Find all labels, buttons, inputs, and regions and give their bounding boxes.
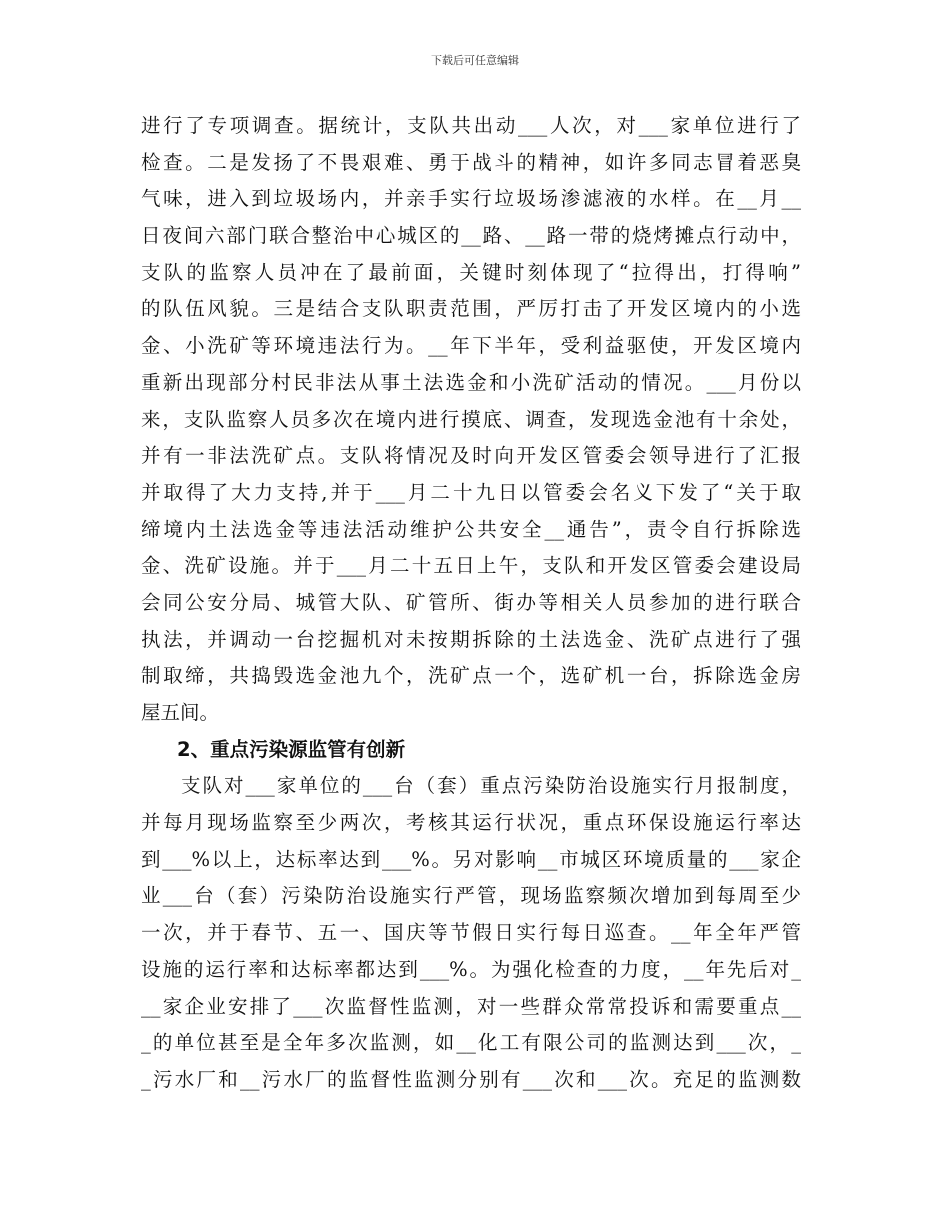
text-line: 并每月现场监察至少两次，考核其运行状况，重点环保设施运行率达: [141, 811, 801, 835]
text-line: 进行了专项调查。据统计，支队共出动___人次，对___家单位进行了: [141, 114, 801, 137]
text-line: 到___%以上，达标率达到___%。另对影响__市城区环境质量的___家企: [141, 847, 801, 871]
text-line: 检查。二是发扬了不畏艰难、勇于战斗的精神，如许多同志冒着恶臭: [141, 150, 801, 174]
text-line: 的队伍风貌。三是结合支队职责范围，严厉打击了开发区境内的小选: [141, 297, 801, 321]
text-line: 日夜间六部门联合整治中心城区的__路、__路一带的烧烤摊点行动中，: [141, 224, 801, 248]
text-line: _的单位甚至是全年多次监测，如__化工有限公司的监测达到___次，_: [141, 1031, 801, 1055]
text-line: 业___台（套）污染防治设施实行严管，现场监察频次增加到每周至少: [141, 884, 801, 908]
section-heading: 2、重点污染源监管有创新: [177, 737, 406, 761]
text-line: 会同公安分局、城管大队、矿管所、街办等相关人员参加的进行联合: [141, 590, 801, 614]
text-line: 金、小洗矿等环境违法行为。__年下半年，受利益驱使，开发区境内: [141, 334, 801, 358]
text-line: 气味，进入到垃圾场内，并亲手实行垃圾场渗滤液的水样。在__月__: [141, 187, 801, 211]
text-line: 来，支队监察人员多次在境内进行摸底、调查，发现选金池有十余处，: [141, 407, 801, 431]
text-line: 缔境内土法选金等违法活动维护公共安全__通告”，责令自行拆除选: [141, 517, 801, 541]
text-line: 制取缔，共捣毁选金池九个，洗矿点一个，选矿机一台，拆除选金房: [141, 664, 801, 688]
text-line: 一次，并于春节、五一、国庆等节假日实行每日巡查。__年全年严管: [141, 921, 801, 945]
text-line: 屋五间。: [141, 701, 220, 724]
text-line: 支队对___家单位的___台（套）重点污染防治设施实行月报制度，: [181, 774, 801, 798]
text-line: 金、洗矿设施。并于___月二十五日上午，支队和开发区管委会建设局: [141, 554, 801, 578]
page-header: 下载后可任意编辑: [431, 54, 519, 67]
text-line: 并取得了大力支持,并于___月二十九日以管委会名义下发了“关于取: [141, 480, 801, 504]
document-body: [141, 108, 801, 1099]
text-line: 执法，并调动一台挖掘机对未按期拆除的土法选金、洗矿点进行了强: [141, 627, 801, 651]
text-line: __家企业安排了___次监督性监测，对一些群众常常投诉和需要重点__: [141, 994, 801, 1018]
text-line: _污水厂和__污水厂的监督性监测分别有___次和___次。充足的监测数: [141, 1067, 801, 1091]
text-line: 并有一非法洗矿点。支队将情况及时向开发区管委会领导进行了汇报: [141, 444, 801, 468]
paragraph-1: [141, 108, 801, 732]
text-line: 设施的运行率和达标率都达到___%。为强化检查的力度，__年先后对_: [141, 957, 801, 981]
text-line: 支队的监察人员冲在了最前面，关键时刻体现了“拉得出，打得响”: [141, 260, 801, 284]
paragraph-2: [141, 768, 801, 1098]
text-line: 重新出现部分村民非法从事土法选金和小洗矿活动的情况。___月份以: [141, 370, 801, 394]
